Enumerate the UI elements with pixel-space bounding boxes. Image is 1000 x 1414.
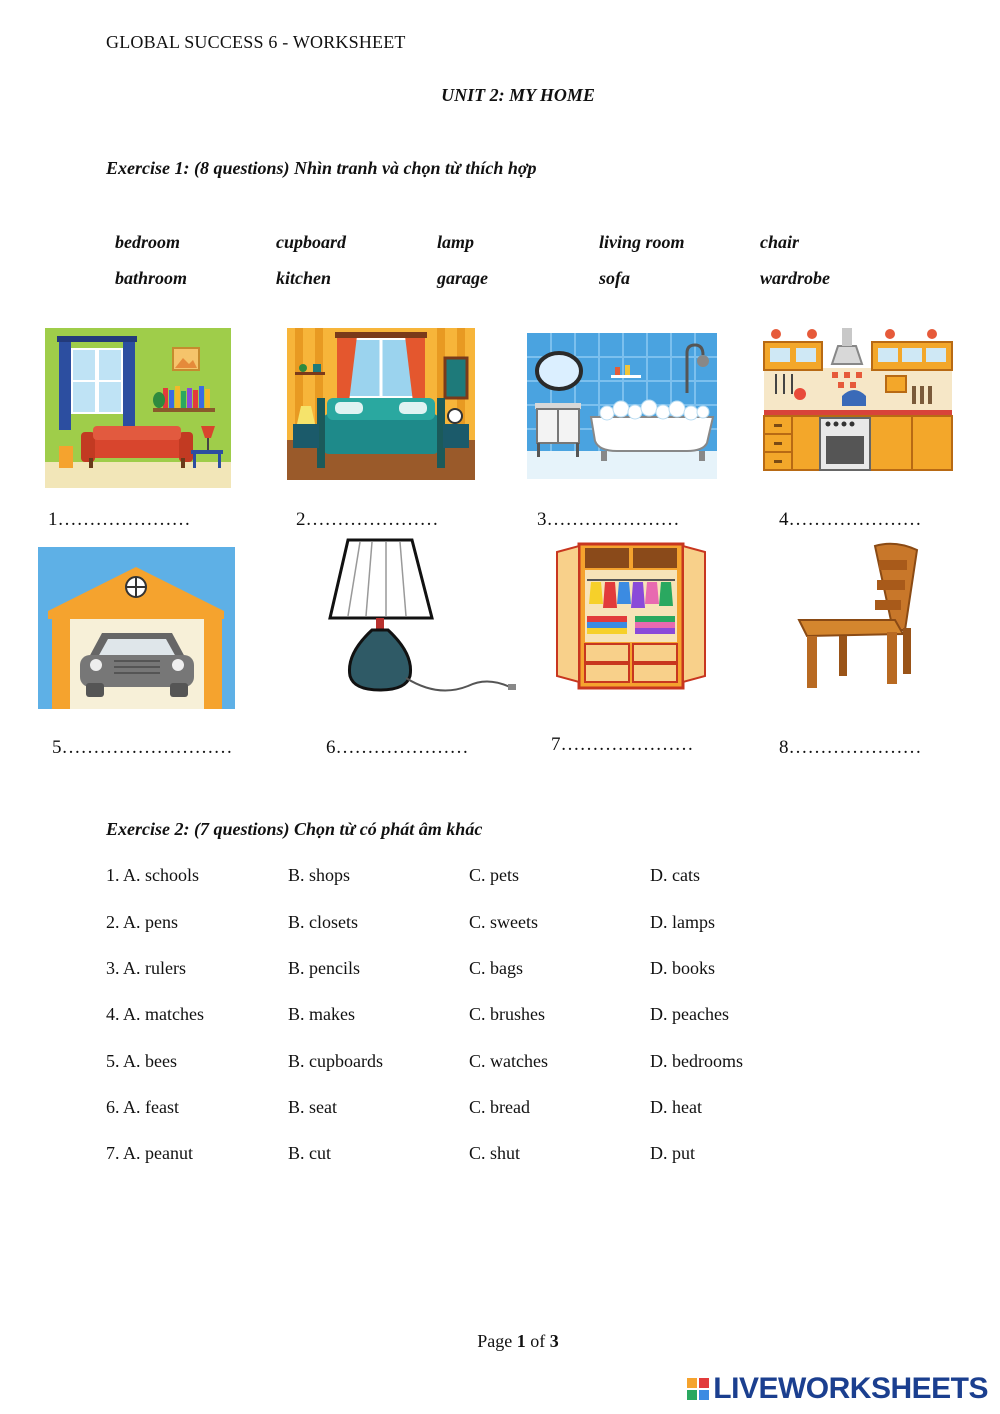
question-7-option-b[interactable]: B. cut <box>288 1143 331 1163</box>
exercise1-title: Exercise 1: (8 questions) Nhìn tranh và chọn từ thích hợp <box>106 158 537 178</box>
question-5-option-c[interactable]: C. watches <box>469 1051 548 1071</box>
question-1-option-d[interactable]: D. cats <box>650 865 700 885</box>
question-6-option-a[interactable]: 6. A. feast <box>106 1097 179 1117</box>
word-bank-item: wardrobe <box>760 268 831 288</box>
answer-blank-5[interactable]: 5……………………… <box>52 737 233 758</box>
word-bank-item: garage <box>437 268 488 288</box>
living-room-picture <box>45 328 231 488</box>
question-7-option-d[interactable]: D. put <box>650 1143 695 1163</box>
answer-blank-3[interactable]: 3………………… <box>537 509 680 530</box>
answer-blank-8[interactable]: 8………………… <box>779 737 922 758</box>
question-1-option-c[interactable]: C. pets <box>469 865 520 885</box>
word-bank-item: bedroom <box>115 232 180 252</box>
question-3-option-b[interactable]: B. pencils <box>288 958 360 978</box>
question-5-option-d[interactable]: D. bedrooms <box>650 1051 743 1071</box>
exercise2-title: Exercise 2: (7 questions) Chọn từ có phát âm khác <box>106 819 483 839</box>
chair-picture <box>795 540 925 690</box>
word-bank-item: living room <box>599 232 685 252</box>
page-number <box>0 1331 1000 1352</box>
logo-grid-icon <box>687 1378 709 1400</box>
question-1-option-b[interactable]: B. shops <box>288 865 351 885</box>
lamp-picture <box>328 538 518 698</box>
bathroom-picture <box>527 333 717 479</box>
question-4-option-d[interactable]: D. peaches <box>650 1004 729 1024</box>
question-3-option-c[interactable]: C. bags <box>469 958 523 978</box>
question-6-option-c[interactable]: C. bread <box>469 1097 530 1117</box>
page-prefix: Page <box>477 1331 517 1351</box>
kitchen-picture <box>762 324 954 472</box>
word-bank-item: sofa <box>599 268 630 288</box>
answer-blank-7[interactable]: 7………………… <box>551 734 694 755</box>
question-2-option-d[interactable]: D. lamps <box>650 912 715 932</box>
question-4-option-c[interactable]: C. brushes <box>469 1004 545 1024</box>
question-2-option-a[interactable]: 2. A. pens <box>106 912 178 932</box>
question-6-option-d[interactable]: D. heat <box>650 1097 702 1117</box>
answer-blank-2[interactable]: 2………………… <box>296 509 439 530</box>
bedroom-picture <box>287 328 475 480</box>
question-7-option-c[interactable]: C. shut <box>469 1143 521 1163</box>
word-bank-item: lamp <box>437 232 475 252</box>
page-mid: of <box>525 1331 550 1351</box>
brand-name: LIVEWORKSHEETS <box>713 1372 988 1405</box>
garage-picture <box>38 547 235 709</box>
question-3-option-a[interactable]: 3. A. rulers <box>106 958 186 978</box>
answer-blank-1[interactable]: 1………………… <box>48 509 191 530</box>
question-3-option-d[interactable]: D. books <box>650 958 716 978</box>
question-2-option-b[interactable]: B. closets <box>288 912 358 932</box>
question-4-option-a[interactable]: 4. A. matches <box>106 1004 204 1024</box>
word-bank-item: cupboard <box>276 232 347 252</box>
answer-blank-4[interactable]: 4………………… <box>779 509 922 530</box>
worksheet-header: GLOBAL SUCCESS 6 - WORKSHEET <box>106 32 406 52</box>
question-2-option-c[interactable]: C. sweets <box>469 912 538 932</box>
question-5-option-a[interactable]: 5. A. bees <box>106 1051 177 1071</box>
question-5-option-b[interactable]: B. cupboards <box>288 1051 383 1071</box>
word-bank-item: kitchen <box>276 268 332 288</box>
question-7-option-a[interactable]: 7. A. peanut <box>106 1143 193 1163</box>
liveworksheets-logo <box>687 1372 988 1406</box>
wardrobe-picture <box>555 542 707 690</box>
question-4-option-b[interactable]: B. makes <box>288 1004 355 1024</box>
question-6-option-b[interactable]: B. seat <box>288 1097 337 1117</box>
word-bank-item: chair <box>760 232 800 252</box>
answer-blank-6[interactable]: 6………………… <box>326 737 469 758</box>
total-pages: 3 <box>549 1331 559 1351</box>
question-1-option-a[interactable]: 1. A. schools <box>106 865 200 885</box>
unit-title: UNIT 2: MY HOME <box>441 85 595 105</box>
word-bank-item: bathroom <box>115 268 188 288</box>
current-page: 1 <box>516 1331 526 1351</box>
